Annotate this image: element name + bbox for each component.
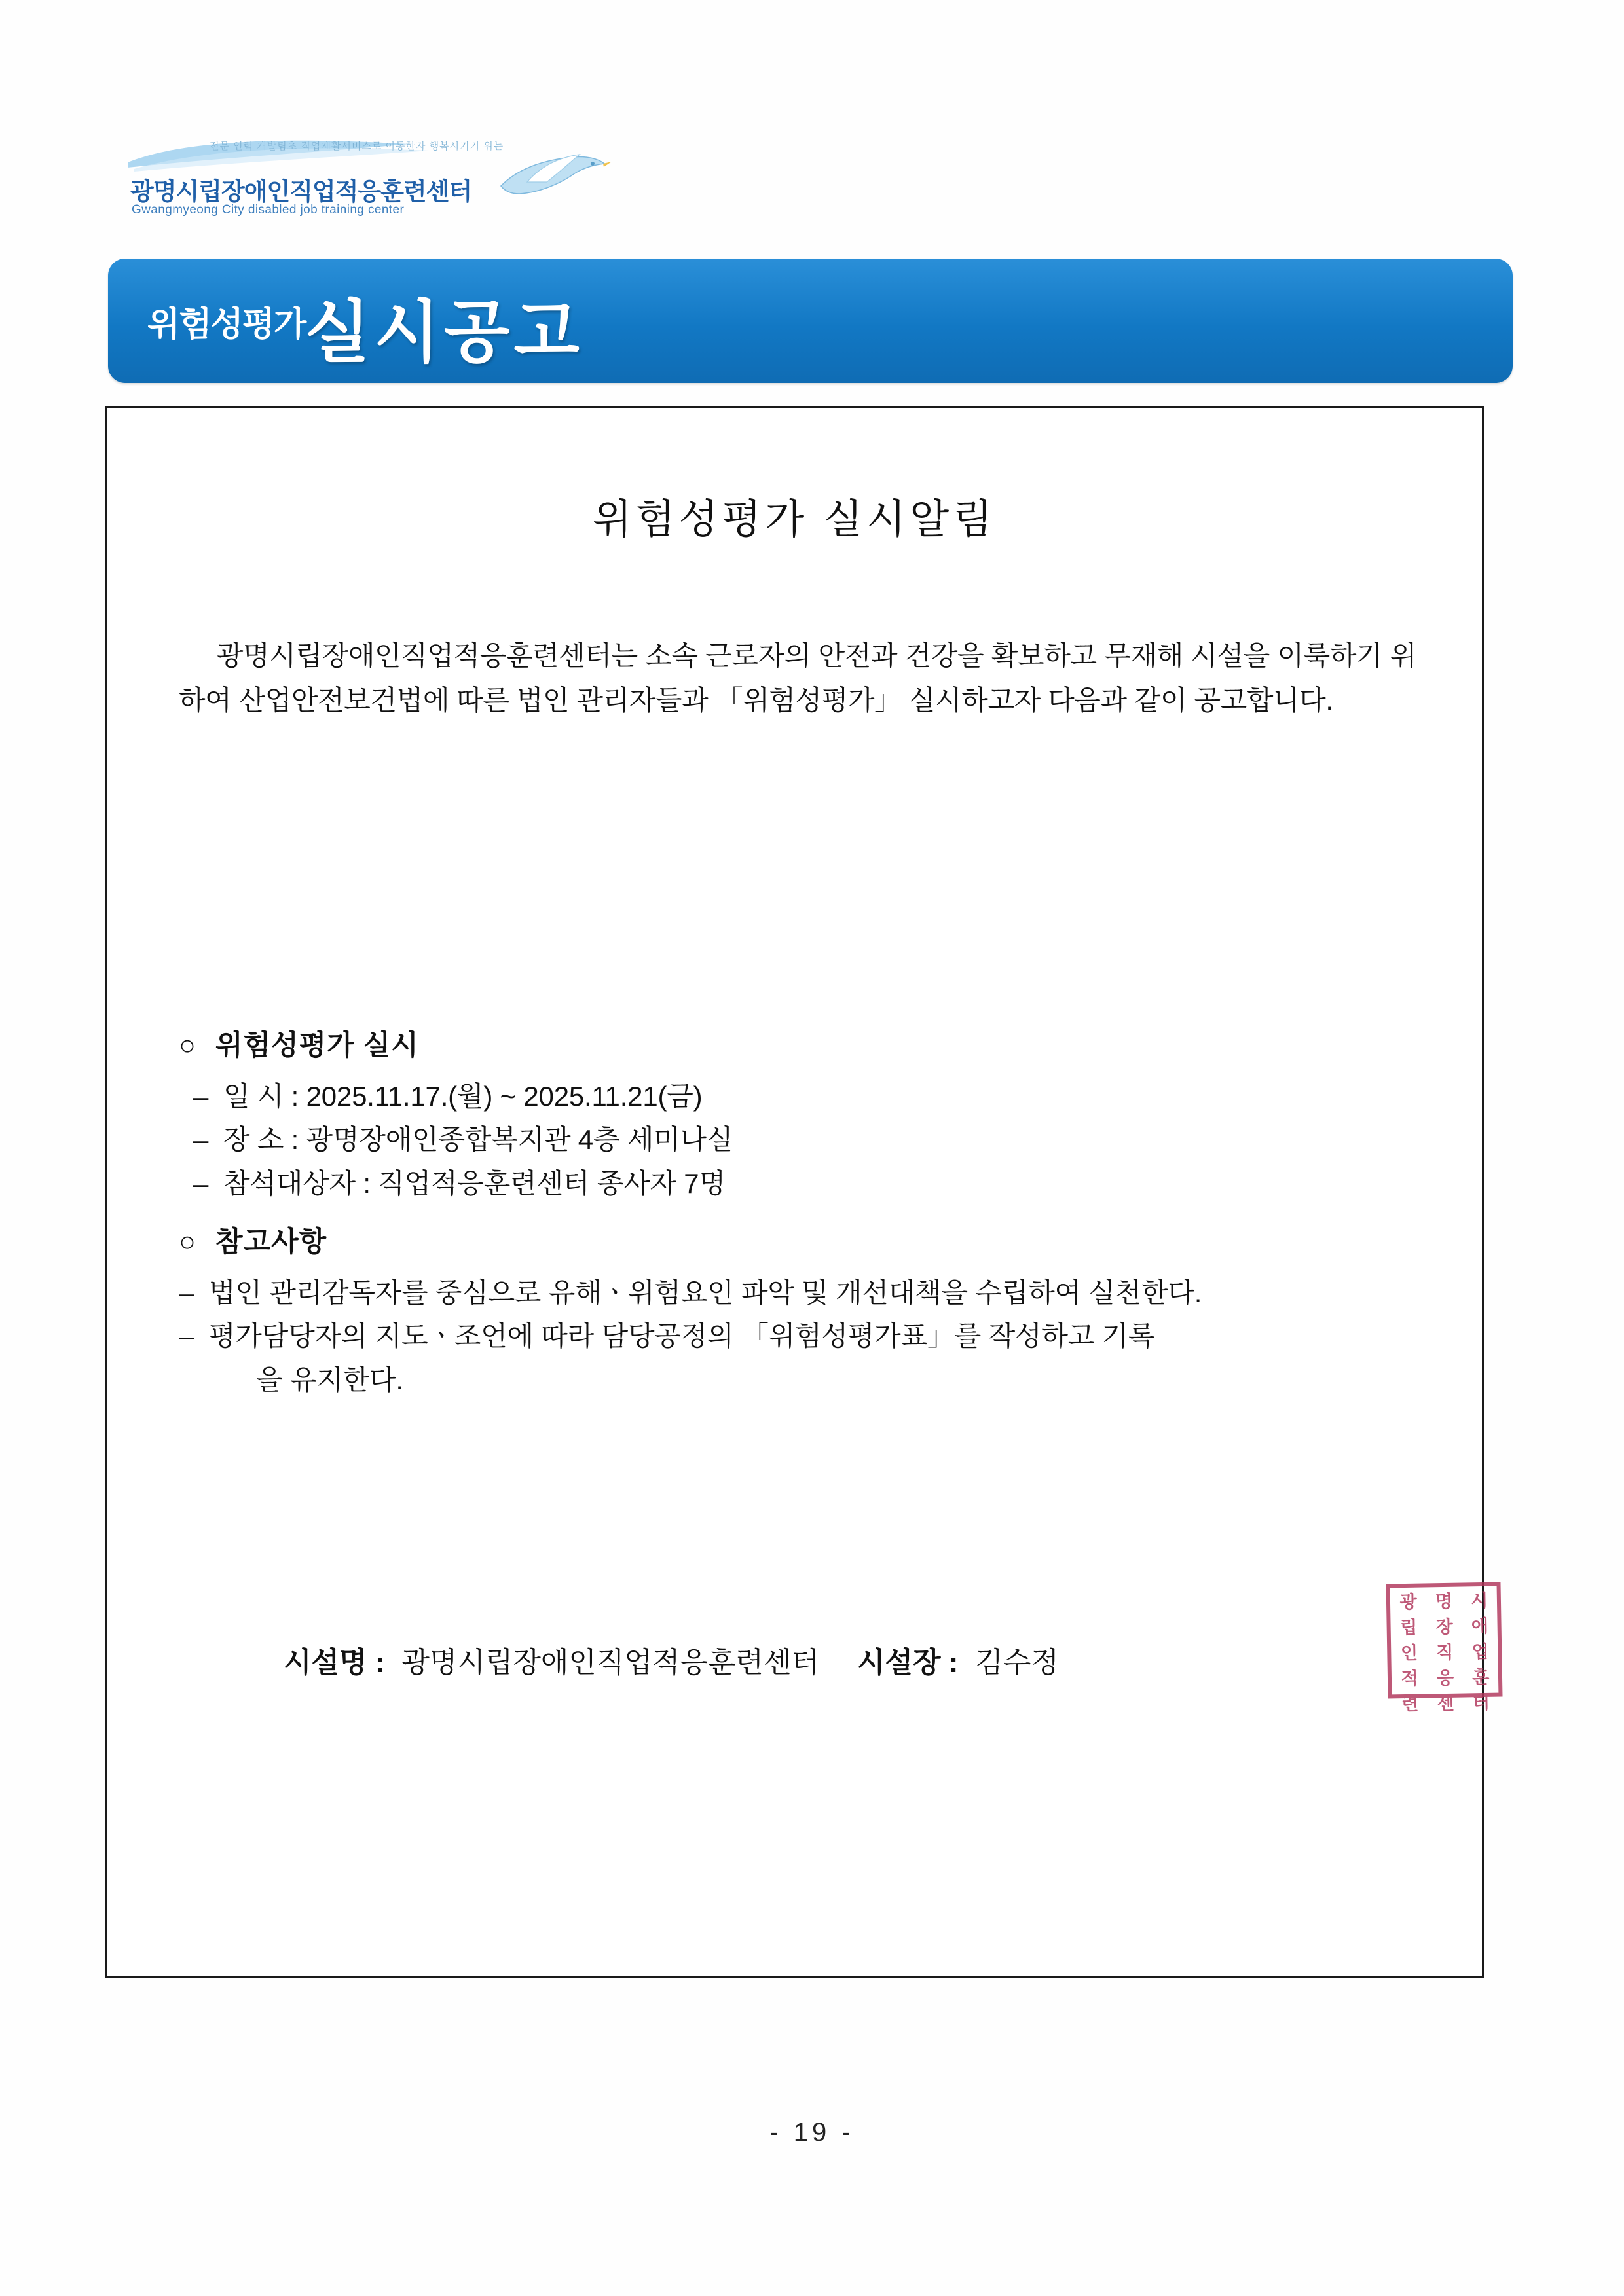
list-item bbox=[179, 1271, 1430, 1315]
list-item-text: 평가담당자의 지도ㆍ조언에 따라 담당공정의 「위험성평가표」를 작성하고 기록 bbox=[209, 1321, 1155, 1352]
section-implementation-heading bbox=[179, 1023, 733, 1063]
organization-logo bbox=[121, 131, 593, 236]
page-number: - 19 - bbox=[769, 2118, 855, 2147]
section-implementation-heading-text: 위험성평가 실시 bbox=[215, 1030, 419, 1061]
dove-icon bbox=[488, 135, 612, 213]
list-item bbox=[179, 1315, 1430, 1402]
seal-char: 립 bbox=[1400, 1617, 1417, 1638]
seal-char: 적 bbox=[1401, 1668, 1418, 1689]
document-body-box bbox=[105, 406, 1490, 1978]
seal-char: 직 bbox=[1436, 1642, 1453, 1663]
list-item-text: 참석대상자 : 직업적응훈련센터 종사자 7명 bbox=[223, 1167, 726, 1199]
intro-paragraph-text: 광명시립장애인직업적응훈련센터는 소속 근로자의 안전과 건강을 확보하고 무재해 시설을 이룩하기 위하여 산업안전보건법에 따른 법인 관리자들과 「위험성평가」 실시하고자 다음과 같이 공고합니다. bbox=[179, 640, 1416, 716]
seal-char: 시 bbox=[1470, 1590, 1488, 1611]
dash-marker-icon: – bbox=[179, 1321, 194, 1352]
dash-marker-icon: – bbox=[193, 1167, 209, 1199]
director-label: 시설장 : bbox=[857, 1647, 959, 1679]
seal-char: 애 bbox=[1471, 1616, 1488, 1637]
section-notes bbox=[179, 1220, 1430, 1402]
dash-marker-icon: – bbox=[193, 1081, 209, 1112]
logo-main-title: 광명시립장애인직업적응훈련센터 bbox=[130, 178, 472, 205]
list-item-text: 일 시 : 2025.11.17.(월) ~ 2025.11.21(금) bbox=[223, 1081, 703, 1112]
list-item bbox=[179, 1162, 733, 1205]
seal-char: 센 bbox=[1437, 1693, 1454, 1714]
circle-marker-icon: ○ bbox=[179, 1226, 196, 1258]
logo-subtitle: Gwangmyeong City disabled job training center bbox=[132, 203, 405, 217]
seal-char: 인 bbox=[1400, 1643, 1418, 1664]
list-item bbox=[179, 1118, 733, 1161]
official-seal-stamp bbox=[1386, 1582, 1502, 1715]
section-notes-heading-text: 참고사항 bbox=[215, 1226, 327, 1258]
list-item-text: 장 소 : 광명장애인종합복지관 4층 세미나실 bbox=[223, 1124, 733, 1156]
seal-char: 업 bbox=[1471, 1641, 1488, 1662]
intro-paragraph bbox=[179, 634, 1416, 723]
seal-char: 장 bbox=[1435, 1616, 1452, 1637]
section-notes-heading bbox=[179, 1220, 1430, 1260]
seal-char: 터 bbox=[1472, 1692, 1490, 1713]
list-item-text: 법인 관리감독자를 중심으로 유해ㆍ위험요인 파악 및 개선대책을 수립하여 실천한다. bbox=[209, 1277, 1202, 1308]
seal-char: 응 bbox=[1436, 1667, 1454, 1688]
seal-char: 명 bbox=[1435, 1591, 1452, 1612]
list-item-continuation: 을 유지한다. bbox=[256, 1364, 403, 1395]
banner-small-text: 위험성평가 bbox=[147, 306, 306, 344]
announcement-banner bbox=[108, 259, 1513, 383]
circle-marker-icon: ○ bbox=[179, 1030, 196, 1061]
document-title: 위험성평가 실시알림 bbox=[592, 497, 997, 542]
director-value: 김수정 bbox=[975, 1647, 1059, 1679]
signature-row bbox=[284, 1639, 1059, 1681]
logo-tagline: 전문 인력 개발팀초 직업재활서비스로 이동한자 행복시키기 위는 bbox=[210, 141, 504, 152]
seal-char: 광 bbox=[1399, 1592, 1416, 1613]
facility-name-value: 광명시립장애인직업적응훈련센터 bbox=[401, 1647, 819, 1679]
dash-marker-icon: – bbox=[193, 1124, 209, 1156]
section-implementation bbox=[179, 1023, 733, 1205]
facility-name-label: 시설명 : bbox=[284, 1647, 385, 1679]
dash-marker-icon: – bbox=[179, 1277, 194, 1308]
seal-char: 훈 bbox=[1472, 1667, 1489, 1688]
list-item bbox=[179, 1075, 733, 1118]
seal-char: 련 bbox=[1401, 1694, 1418, 1715]
banner-big-text: 실시공고 bbox=[304, 295, 583, 371]
